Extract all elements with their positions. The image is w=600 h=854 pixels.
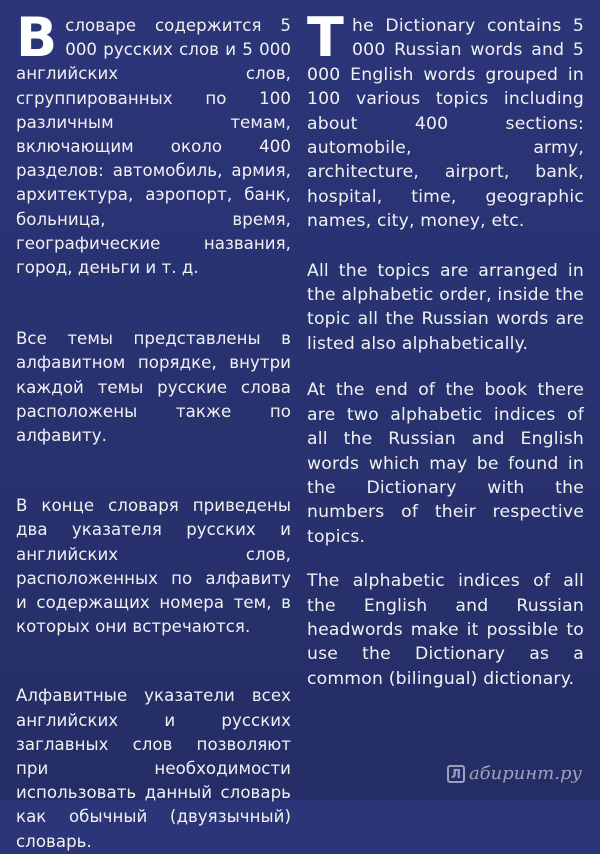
en-paragraph-4: The alphabetic indices of all the English and Russian headwords make it possible to use the Dictionary as a common (bilingual) dictionary. xyxy=(307,571,584,689)
russian-column xyxy=(16,6,291,851)
en-paragraph-3: At the end of the book there are two alphabetic indices of all the Russian and English words which may be found in the Dictionary with the numbers of their respective topics. xyxy=(307,380,584,547)
ru-paragraph-1 xyxy=(16,6,291,280)
en-paragraph-2: All the topics are arranged in the alphabetic order, inside the topic all the Russian words are listed also alphabetically. xyxy=(307,260,584,354)
ru-paragraph-4: Алфавитные указатели всех английских и русских заглавных слов позволяют при необходимости использовать данный словарь как обычный (двуязычный) словарь. xyxy=(16,686,291,851)
labirint-watermark xyxy=(447,763,582,784)
en-paragraph-1-text: he Dictionary contains 5 000 Russian words and 5 000 English words grouped in 100 various topics including about 400 sections: automobile, army, architecture, airport, bank, hospital, time, geographic names, city, money, etc. xyxy=(307,16,584,232)
en-paragraph-1 xyxy=(307,6,584,234)
ru-paragraph-2: Все темы представлены в алфавитном порядке, внутри каждой темы русские слова расположены также по алфавиту. xyxy=(16,329,291,446)
ru-paragraph-3: В конце словаря приведены два указателя русских и английских слов, расположенных по алфавиту и содержащих номера тем, в которых они встречаются. xyxy=(16,496,291,637)
ru-drop-cap: В xyxy=(16,6,58,69)
labirint-logo-icon: Л xyxy=(447,765,465,783)
en-drop-cap: T xyxy=(307,6,345,69)
watermark-text: абиринт.ру xyxy=(468,763,582,784)
ru-paragraph-1-text: словаре содержится 5 000 русских слов и 5 000 английских слов, сгруппированных по 100 различным темам, включающим около 400 разделов: автомобиль, армия, архитектура, аэропорт, банк, больница, время, географические названия, город, деньги и т. д. xyxy=(16,16,291,278)
english-column xyxy=(307,6,584,800)
